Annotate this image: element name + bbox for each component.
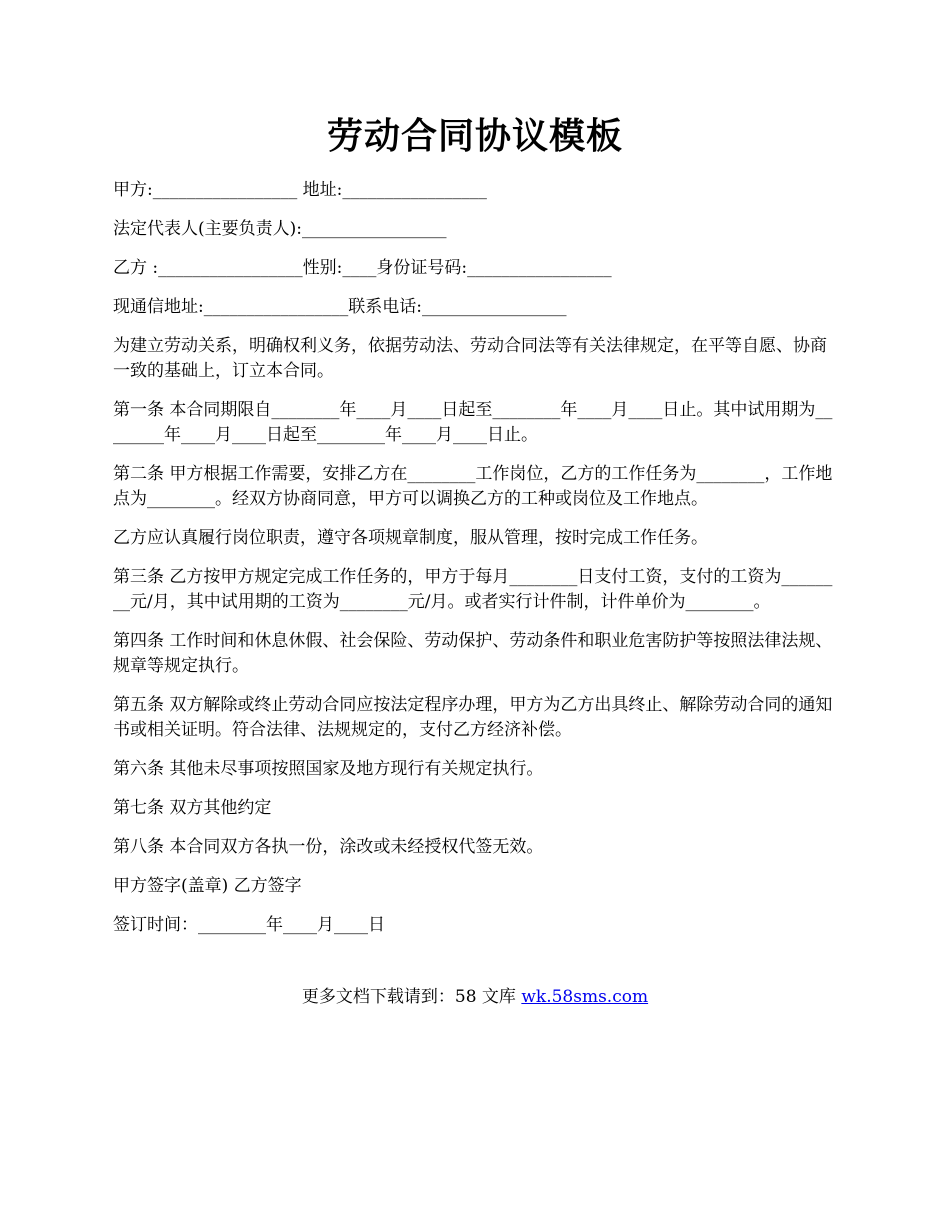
document-title: 劳动合同协议模板 [326, 115, 623, 157]
legal-representative-line: 法定代表人(主要负责人):_________________ [113, 219, 447, 239]
document-body [113, 178, 838, 952]
article-8: 第八条 本合同双方各执一份，涂改或未经授权代签无效。 [113, 837, 544, 857]
address-phone-line: 现通信地址:_________________联系电话:_________________ [113, 297, 567, 317]
article-6: 第六条 其他未尽事项按照国家及地方现行有关规定执行。 [113, 759, 544, 779]
article-4: 第四条 工作时间和休息休假、社会保险、劳动保护、劳动条件和职业危害防护等按照法律法规、规章等规定执行。 [113, 631, 833, 676]
download-footer [0, 985, 950, 1010]
footer-text: 更多文档下载请到：58 文库 [301, 987, 522, 1007]
article-5: 第五条 双方解除或终止劳动合同应按法定程序办理，甲方为乙方出具终止、解除劳动合同的通知书或相关证明。符合法律、法规规定的，支付乙方经济补偿。 [113, 695, 833, 740]
article-2: 第二条 甲方根据工作需要，安排乙方在________工作岗位，乙方的工作任务为________，工作地点为________。经双方协商同意，甲方可以调换乙方的工种或岗位及工作地点。 [113, 464, 833, 509]
party-a-line: 甲方:_________________ 地址:_________________ [113, 180, 487, 200]
signing-date-line: 签订时间：________年____月____日 [113, 915, 385, 935]
footer-link[interactable]: wk.58sms.com [521, 987, 649, 1007]
article-1: 第一条 本合同期限自________年____月____日起至________年____月____日止。其中试用期为________年____月____日起至________年____月____日止。 [113, 400, 833, 445]
article-3: 第三条 乙方按甲方规定完成工作任务的，甲方于每月________日支付工资，支付的工资为________元/月，其中试用期的工资为________元/月。或者实行计件制，计件单价为________。 [113, 567, 833, 612]
article-2-duty: 乙方应认真履行岗位职责，遵守各项规章制度，服从管理，按时完成工作任务。 [113, 528, 708, 548]
preamble-paragraph: 为建立劳动关系，明确权利义务，依据劳动法、劳动合同法等有关法律规定，在平等自愿、协商一致的基础上，订立本合同。 [113, 336, 827, 381]
party-b-line: 乙方 :_________________性别:____身份证号码:_________________ [113, 258, 612, 278]
signature-line: 甲方签字(盖章) 乙方签字 [113, 876, 302, 896]
article-7: 第七条 双方其他约定 [113, 798, 272, 818]
